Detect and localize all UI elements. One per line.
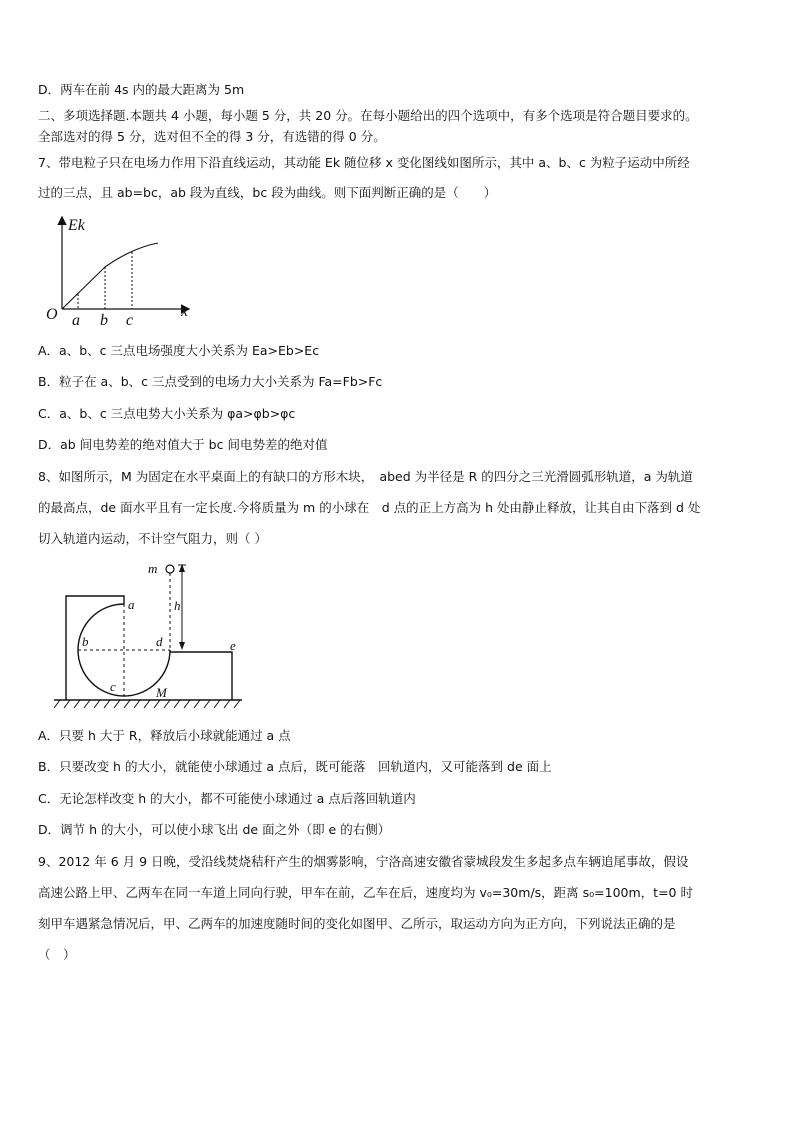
point-e-label: e: [230, 638, 236, 653]
ek-curve: [62, 243, 158, 309]
q9-stem-2: 高速公路上甲、乙两车在同一车道上同向行驶，甲车在前，乙车在后，速度均为 v₀=30m/s，距离 s₀=100m，t=0 时: [38, 885, 693, 900]
section-scoring: 全部选对的得 5 分，选对但不全的得 3 分，有选错的得 0 分。: [38, 129, 386, 144]
origin-label: O: [46, 306, 58, 323]
ylabel-ek: Ek: [68, 217, 85, 234]
height-label: h: [174, 598, 181, 613]
section-heading: 二、多项选择题.本题共 4 小题，每小题 5 分，共 20 分。在每小题给出的四个选项中，有多个选项是符合题目要求的。: [38, 108, 698, 123]
q8-option-a: A．只要 h 大于 R，释放后小球就能通过 a 点: [38, 728, 291, 743]
point-c-label: c: [126, 312, 134, 329]
q7-stem-1: 7、带电粒子只在电场力作用下沿直线运动，其动能 Ek 随位移 x 变化图线如图所示，其中 a、b、c 为粒子运动中所经: [38, 155, 690, 170]
q8-option-c: C．无论怎样改变 h 的大小，都不可能使小球通过 a 点后落回轨道内: [38, 791, 416, 806]
xlabel-x: x: [181, 303, 189, 320]
point-b-label: b: [82, 634, 89, 649]
q8-stem-3: 切入轨道内运动，不计空气阻力，则（ ）: [38, 531, 267, 546]
q7-stem-2: 过的三点，且 ab=bc，ab 段为直线，bc 段为曲线。则下面判断正确的是（ ）: [38, 185, 497, 200]
q7-option-c: C．a、b、c 三点电势大小关系为 φa>φb>φc: [38, 406, 296, 421]
point-c-label: c: [110, 679, 116, 694]
q8-stem-1: 8、如图所示，M 为固定在水平桌面上的有缺口的方形木块， abed 为半径是 R 的四分之三光滑圆弧形轨道，a 为轨道: [38, 469, 693, 484]
q9-stem-3: 刻甲车遇紧急情况后，甲、乙两车的加速度随时间的变化如图甲、乙所示，取运动方向为正方向，下列说法正确的是: [38, 916, 676, 931]
q7-option-b: B．粒子在 a、b、c 三点受到的电场力大小关系为 Fa=Fb>Fc: [38, 374, 383, 389]
block-outline: [66, 596, 232, 700]
q9-stem-1: 9、2012 年 6 月 9 日晚，受沿线焚烧秸秆产生的烟雾影响，宁洛高速安徽省蒙城段发生多起多点车辆追尾事故，假设: [38, 854, 689, 869]
point-b-label: b: [100, 312, 108, 329]
ground-hatch: [54, 700, 240, 708]
point-d-label: d: [156, 634, 163, 649]
mass-label: m: [148, 561, 158, 576]
point-a-label: a: [128, 597, 135, 612]
point-a-label: a: [72, 312, 80, 329]
q7-option-a: A．a、b、c 三点电场强度大小关系为 Ea>Eb>Ec: [38, 343, 320, 358]
q6-option-d: D．两车在前 4s 内的最大距离为 5m: [38, 82, 245, 97]
ek-x-graph: [40, 212, 210, 332]
q7-option-d: D．ab 间电势差的绝对值大于 bc 间电势差的绝对值: [38, 437, 328, 452]
q8-option-b: B．只要改变 h 的大小，就能使小球通过 a 点后，既可能落 回轨道内，又可能落到 de 面上: [38, 759, 552, 774]
track-diagram: [50, 560, 250, 720]
ball: [166, 565, 174, 573]
block-m-label: M: [156, 685, 167, 700]
q8-stem-2: 的最高点，de 面水平且有一定长度.今将质量为 m 的小球在 d 点的正上方高为 h 处由静止释放，让其自由下落到 d 处: [38, 500, 701, 515]
q8-option-d: D．调节 h 的大小，可以使小球飞出 de 面之外（即 e 的右侧）: [38, 822, 391, 837]
q9-stem-4: （ ）: [38, 947, 76, 962]
